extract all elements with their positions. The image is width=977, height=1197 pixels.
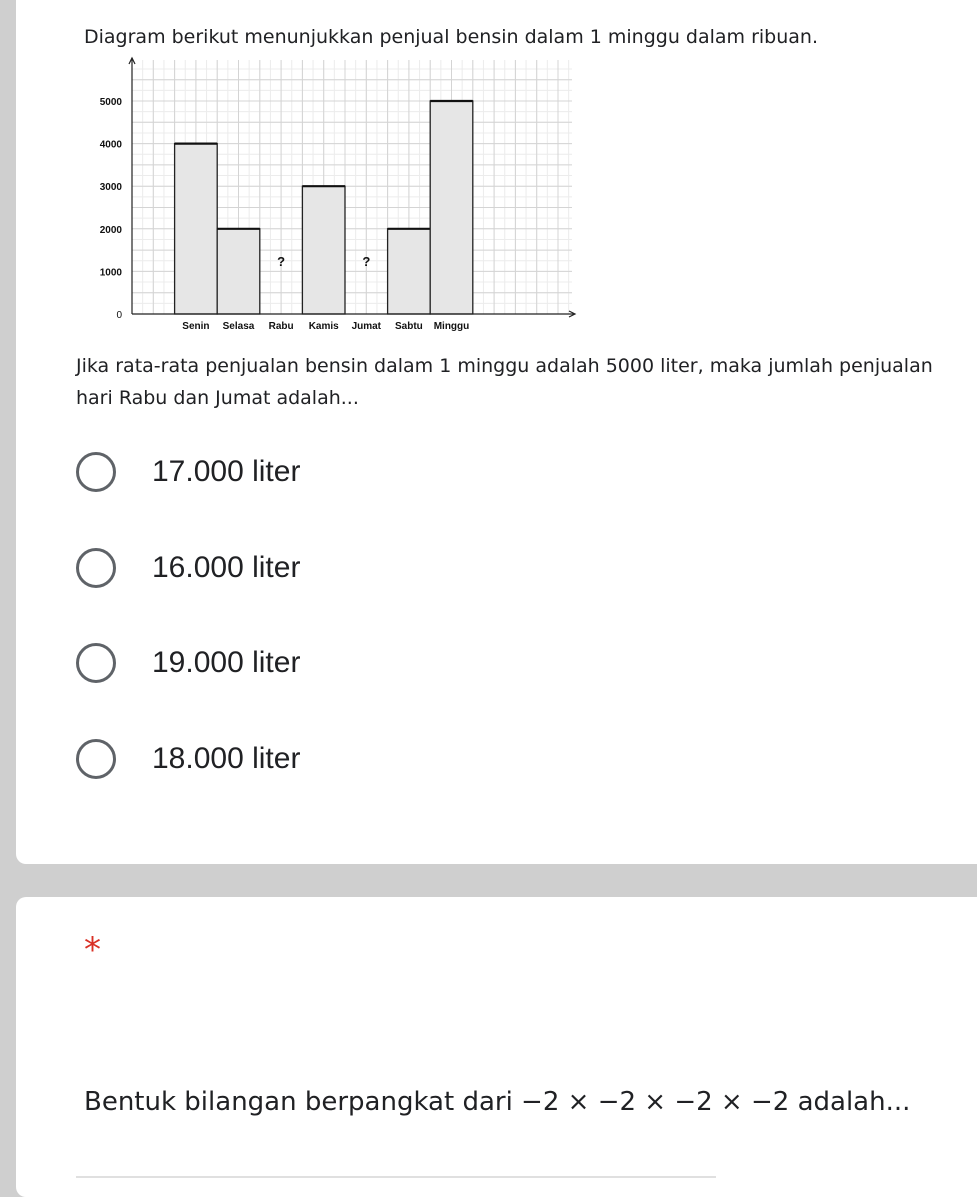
- x-tick-label: Kamis: [308, 321, 339, 332]
- y-tick-label: 0: [116, 310, 122, 321]
- y-tick-label: 4000: [99, 139, 122, 151]
- x-tick-label: Rabu: [268, 321, 294, 332]
- bar-selasa: [217, 229, 260, 314]
- x-tick-label: Minggu: [433, 321, 470, 332]
- x-tick-label: Senin: [182, 321, 210, 332]
- bar-minggu: [430, 101, 473, 314]
- option-4-label: 18.000 liter: [152, 742, 301, 775]
- x-tick-label: Selasa: [222, 321, 255, 332]
- bar-senin: [175, 144, 218, 314]
- option-1[interactable]: [76, 448, 300, 496]
- option-2-label: 16.000 liter: [152, 551, 301, 584]
- bar-kamis: [302, 186, 345, 314]
- required-asterisk: *: [84, 930, 101, 970]
- bar-sabtu: [388, 229, 431, 314]
- question-1-text: Jika rata-rata penjualan bensin dalam 1 minggu adalah 5000 liter, maka jumlah penjualan hari Rabu dan Jumat adalah...: [76, 355, 933, 409]
- answer-input-underline[interactable]: [76, 1176, 716, 1178]
- bar-chart: [60, 52, 620, 342]
- y-tick-label: 3000: [99, 182, 122, 194]
- unknown-value-label: ?: [277, 254, 286, 269]
- option-1-label: 17.000 liter: [152, 455, 301, 488]
- option-3-label: 19.000 liter: [152, 646, 301, 679]
- x-tick-label: Jumat: [351, 321, 382, 332]
- y-tick-label: 5000: [99, 97, 122, 108]
- option-2[interactable]: [76, 544, 300, 592]
- y-tick-label: 2000: [99, 224, 122, 236]
- question-card-2: [16, 897, 977, 1197]
- radio-button-icon[interactable]: [76, 739, 116, 779]
- radio-button-icon[interactable]: [76, 643, 116, 683]
- radio-button-icon[interactable]: [76, 548, 116, 588]
- x-tick-label: Sabtu: [395, 321, 423, 332]
- option-4[interactable]: [76, 735, 300, 783]
- radio-button-icon[interactable]: [76, 452, 116, 492]
- question-2-text: Bentuk bilangan berpangkat dari −2 × −2 × −2 × −2 adalah...: [84, 1087, 911, 1117]
- question-1-prompt: Diagram berikut menunjukkan penjual bensin dalam 1 minggu dalam ribuan.: [84, 26, 818, 48]
- option-3[interactable]: [76, 639, 300, 687]
- unknown-value-label: ?: [362, 254, 371, 269]
- y-tick-label: 1000: [99, 267, 122, 279]
